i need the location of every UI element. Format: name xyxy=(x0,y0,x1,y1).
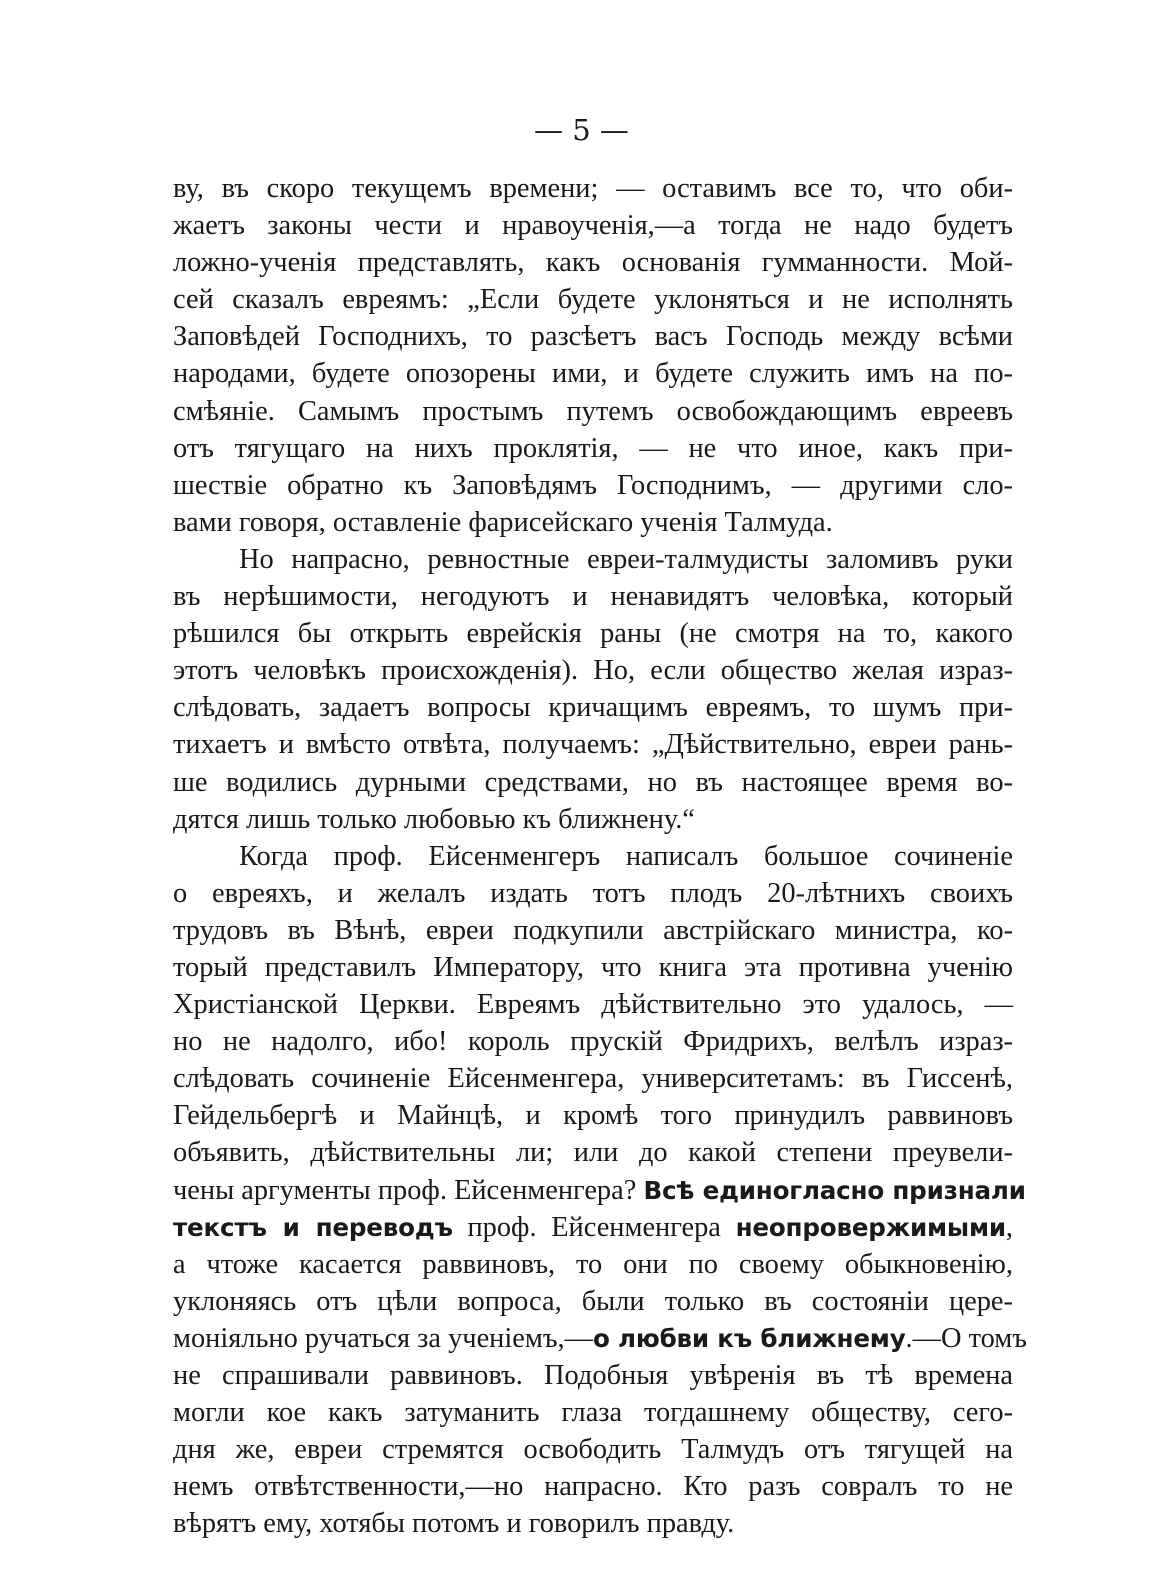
text-line xyxy=(173,1320,1027,1357)
text-line: Но напрасно, ревностные евреи-талмудисты заломивъ руки xyxy=(239,543,1013,575)
text-line: Когда проф. Ейсенменгеръ написалъ большое сочиненіе xyxy=(239,840,1013,872)
text-line: рѣшился бы открыть еврейскія раны (не смотря на то, какого xyxy=(173,618,1013,650)
text-line: сей сказалъ евреямъ: „Если будете уклоняться и не исполнять xyxy=(173,284,1013,316)
text-segment: проф. Ейсенменгера xyxy=(467,1211,721,1243)
text-line: въ нерѣшимости, негодуютъ и ненавидятъ человѣка, который xyxy=(173,581,1013,613)
text-line: шествіе обратно къ Заповѣдямъ Господнимъ, — другими сло- xyxy=(173,469,1013,501)
page-number: — 5 — xyxy=(534,113,629,147)
text-line: дня же, евреи стремятся освободить Талмудъ отъ тягущей на xyxy=(173,1434,1013,1466)
text-line: народами, будете опозорены ими, и будете служить имъ на по- xyxy=(173,358,1013,390)
text-line: объявить, дѣйствительны ли; или до какой степени преувели- xyxy=(173,1137,1013,1169)
text-line: могли кое какъ затуманить глаза тогдашнему обществу, сего- xyxy=(173,1397,1013,1429)
text-line: трудовъ въ Вѣнѣ, евреи подкупили австрійскаго министра, ко- xyxy=(173,914,1013,946)
body-text xyxy=(173,170,1027,1542)
text-line: ложно-ученія представлять, какъ основанія гумманности. Мой- xyxy=(173,247,1013,279)
text-line: Заповѣдей Господнихъ, то разсѣетъ васъ Господь между всѣми xyxy=(173,321,1013,353)
text-line: торый представилъ Императору, что книга эта противна ученію xyxy=(173,951,1013,983)
text-line: о евреяхъ, и желалъ издать тотъ плодъ 20-лѣтнихъ своихъ xyxy=(173,877,1013,909)
text-line xyxy=(173,1209,1013,1246)
text-line: жаетъ законы чести и нравоученія,—а тогда не надо будетъ xyxy=(173,210,1013,242)
text-line: не спрашивали раввиновъ. Подобныя увѣренія въ тѣ времена xyxy=(173,1360,1013,1391)
text-line: уклоняясь отъ цѣли вопроса, были только въ состояніи цере- xyxy=(173,1285,1013,1317)
text-line: немъ отвѣтственности,—но напрасно. Кто разъ совралъ то не xyxy=(173,1471,1013,1503)
text-segment: , xyxy=(1005,1211,1013,1243)
text-line: Христіанской Церкви. Евреямъ дѣйствительно это удалось, — xyxy=(173,989,1013,1021)
bold-text: неопровержимыми xyxy=(735,1212,1006,1242)
text-line: этотъ человѣкъ происхожденія). Но, если общество желая израз- xyxy=(173,655,1013,687)
text-line: ву, въ скоро текущемъ времени; — оставимъ все то, что оби- xyxy=(173,173,1013,204)
text-line: отъ тягущаго на нихъ проклятія, — не что иное, какъ при- xyxy=(173,432,1013,464)
text-line xyxy=(173,1172,1026,1209)
text-line: вѣрятъ ему, хотябы потомъ и говорилъ правду. xyxy=(173,1508,735,1540)
text-line: дятся лишь только любовью къ ближнену.“ xyxy=(173,803,695,835)
text-line: тихаетъ и вмѣсто отвѣта, получаемъ: „Дѣйствительно, евреи рань- xyxy=(173,729,1013,761)
text-segment: чены аргументы проф. Ейсенменгера? xyxy=(173,1174,637,1206)
text-line: но не надолго, ибо! король прускій Фридрихъ, велѣлъ израз- xyxy=(173,1026,1013,1058)
text-line: ше водились дурными средствами, но въ настоящее время во- xyxy=(173,766,1013,798)
bold-text: Всѣ единогласно признали xyxy=(643,1175,1026,1205)
bold-text: о любви къ ближнему xyxy=(592,1323,906,1353)
text-segment: .—О томъ xyxy=(905,1322,1027,1354)
text-line: а чтоже касается раввиновъ, то они по своему обыкновенію, xyxy=(173,1248,1013,1280)
text-line: вами говоря, оставленіе фарисейскаго ученія Талмуда. xyxy=(173,506,833,538)
bold-text: текстъ и переводъ xyxy=(173,1212,453,1242)
text-segment: моніяльно ручаться за ученіемъ,— xyxy=(173,1322,593,1354)
text-line: слѣдовать, задаетъ вопросы кричащимъ евреямъ, то шумъ при- xyxy=(173,692,1013,724)
text-line: слѣдовать сочиненіе Ейсенменгера, университетамъ: въ Гиссенѣ, xyxy=(173,1063,1013,1095)
text-line: Гейдельбергѣ и Майнцѣ, и кромѣ того принудилъ раввиновъ xyxy=(173,1100,1013,1132)
text-line: смѣяніе. Самымъ простымъ путемъ освобождающимъ евреевъ xyxy=(173,395,1013,427)
